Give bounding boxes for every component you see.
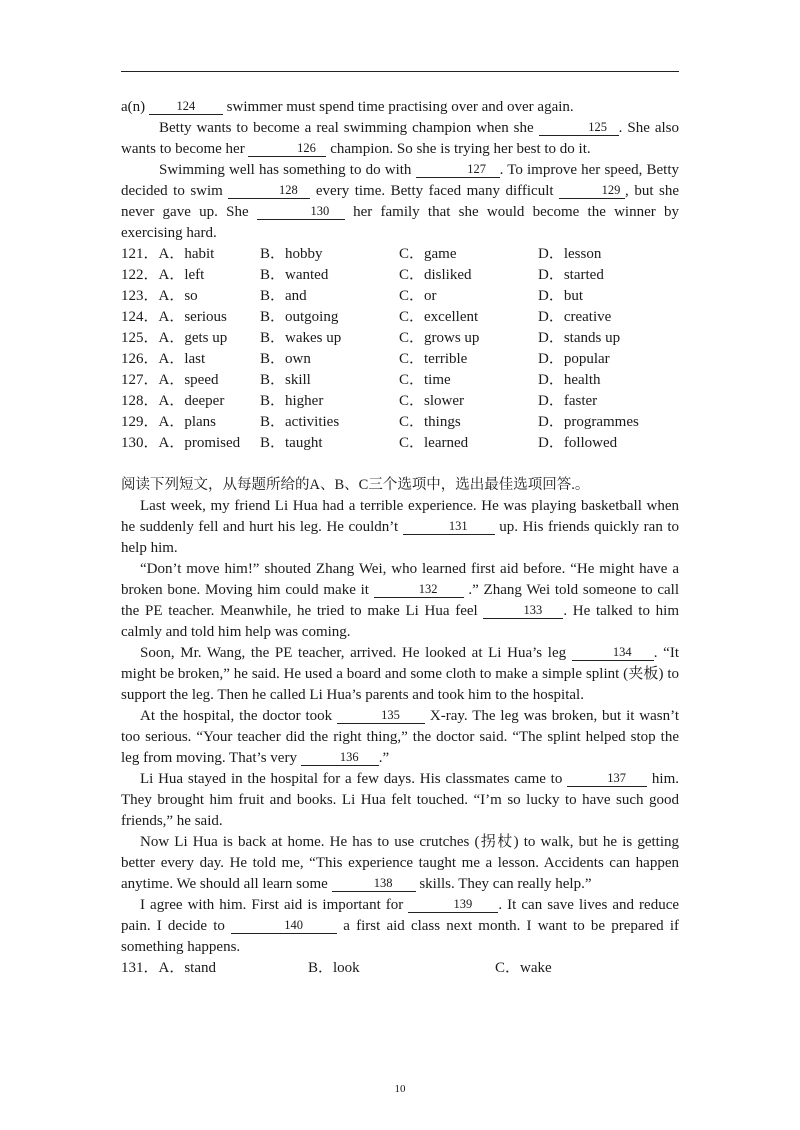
blank-130[interactable]: 130 [257, 204, 345, 220]
blank-125[interactable]: 125 [539, 120, 619, 136]
option-a[interactable]: 124．A．serious [121, 309, 227, 325]
question-row [121, 391, 679, 412]
passage1-para2 [121, 118, 679, 160]
option-d[interactable]: D．started [538, 267, 604, 283]
section-instruction: 阅读下列短文，从每题所给的A、B、C三个选项中，选出最佳选项回答.。 [121, 477, 590, 493]
text: her family that she would become the winner by exercising hard. [121, 204, 680, 241]
text: up. His friends quickly ran to help him. [121, 519, 680, 556]
option-b[interactable]: B．skill [260, 372, 311, 388]
option-c[interactable]: C．things [399, 414, 461, 430]
question-row [121, 328, 679, 349]
text: .” [378, 750, 390, 766]
passage2-para5 [121, 769, 679, 832]
blank-134[interactable]: 134 [572, 645, 654, 661]
question-row [121, 286, 679, 307]
option-b[interactable]: B．wanted [260, 267, 329, 283]
blank-128[interactable]: 128 [228, 183, 310, 199]
option-d[interactable]: D．stands up [538, 330, 621, 346]
text: him. They brought him fruit and books. Li Hua felt touched. “I’m so lucky to have such good friends,” he said. [121, 771, 680, 829]
option-b[interactable]: B．hobby [260, 246, 323, 262]
text: every time. Betty faced many difficult [315, 183, 554, 199]
option-b[interactable]: B．own [260, 351, 311, 367]
option-c[interactable]: C．game [399, 246, 457, 262]
option-c[interactable]: C．learned [399, 435, 469, 451]
option-b[interactable]: B．wakes up [260, 330, 342, 346]
option-d[interactable]: D．creative [538, 309, 612, 325]
text: . It can save lives and reduce pain. I decide to [121, 897, 680, 934]
header-rule [121, 71, 679, 72]
text: champion. So she is trying her best to do it. [330, 141, 591, 157]
option-c[interactable]: C．excellent [399, 309, 479, 325]
passage2-para6 [121, 832, 679, 895]
text: Now Li Hua is back at home. He has to use crutches (拐杖) to walk, but he is getting better every day. He told me, “This experience taught me a lesson. Accidents can happen anytime. We should all learn some [121, 834, 679, 892]
option-c[interactable]: C．wake [495, 960, 552, 976]
blank-140[interactable]: 140 [231, 918, 337, 934]
question-row [121, 244, 679, 265]
text: . She also wants to become her [121, 120, 679, 157]
option-a[interactable]: 121．A．habit [121, 246, 215, 262]
option-a[interactable]: 129．A．plans [121, 414, 217, 430]
option-a[interactable]: 126．A．last [121, 351, 206, 367]
blank-133[interactable]: 133 [483, 603, 563, 619]
option-c[interactable]: C．grows up [399, 330, 480, 346]
blank-139[interactable]: 139 [408, 897, 498, 913]
question-row [121, 433, 679, 454]
text: swimmer must spend time practising over and over again. [226, 99, 574, 115]
text: . He talked to him calmly and told him help was coming. [121, 603, 679, 640]
option-c[interactable]: C．slower [399, 393, 464, 409]
blank-127[interactable]: 127 [416, 162, 500, 178]
page-content [121, 97, 679, 979]
passage2-para7 [121, 895, 679, 958]
option-a[interactable]: 123．A．so [121, 288, 198, 304]
option-a[interactable]: 127．A．speed [121, 372, 219, 388]
blank-132[interactable]: 132 [374, 582, 464, 598]
text: I agree with him. First aid is important for [140, 897, 404, 913]
option-d[interactable]: D．popular [538, 351, 610, 367]
option-d[interactable]: D．followed [538, 435, 618, 451]
passage2-para1 [121, 496, 679, 559]
option-a[interactable]: 130．A．promised [121, 435, 241, 451]
text: a(n) [121, 99, 146, 115]
question-row [121, 265, 679, 286]
passage2-para4 [121, 706, 679, 769]
option-d[interactable]: D．lesson [538, 246, 602, 262]
text: . To improve her speed, Betty decided to swim [121, 162, 680, 199]
question-row [121, 307, 679, 328]
text: . “It might be broken,” he said. He used a board and some cloth to make a simple splint (夹板) to support the leg. Then he called Li Hua’s parents and took him to the hospital. [121, 645, 679, 703]
text: Li Hua stayed in the hospital for a few days. His classmates came to [140, 771, 563, 787]
passage1-para3 [121, 160, 679, 244]
option-b[interactable]: B．taught [260, 435, 323, 451]
blank-137[interactable]: 137 [567, 771, 647, 787]
text: , but she never gave up. She [121, 183, 679, 220]
option-a[interactable]: 131．A．stand [121, 960, 217, 976]
text: Betty wants to become a real swimming champion when she [159, 120, 534, 136]
text: a first aid class next month. I want to be prepared if something happens. [121, 918, 680, 955]
blank-136[interactable]: 136 [301, 750, 379, 766]
passage2-para2 [121, 559, 679, 643]
option-a[interactable]: 128．A．deeper [121, 393, 225, 409]
option-d[interactable]: D．faster [538, 393, 598, 409]
text: Swimming well has something to do with [159, 162, 412, 178]
question-row [121, 349, 679, 370]
page-number: 10 [394, 1083, 406, 1095]
question-row-131 [121, 958, 679, 979]
text: Soon, Mr. Wang, the PE teacher, arrived. He looked at Li Hua’s leg [140, 645, 567, 661]
option-a[interactable]: 122．A．left [121, 267, 205, 283]
passage2-para3 [121, 643, 679, 706]
text: X-ray. The leg was broken, but it wasn’t too serious. “Your teacher did the right thing,” the doctor said. “The splint helped stop the leg from moving. That’s very [121, 708, 679, 766]
blank-124[interactable]: 124 [149, 99, 223, 115]
blank-131[interactable]: 131 [403, 519, 495, 535]
option-d[interactable]: D．health [538, 372, 601, 388]
text: .” Zhang Wei told someone to call the PE teacher. Meanwhile, he tried to make Li Hua feel [121, 582, 680, 619]
option-b[interactable]: B．and [260, 288, 307, 304]
blank-138[interactable]: 138 [332, 876, 416, 892]
option-c[interactable]: C．disliked [399, 267, 472, 283]
option-c[interactable]: C．time [399, 372, 451, 388]
blank-135[interactable]: 135 [337, 708, 425, 724]
spacer [121, 454, 679, 475]
question-list-121-130 [121, 244, 679, 454]
option-c[interactable]: C．terrible [399, 351, 468, 367]
option-b[interactable]: B．higher [260, 393, 324, 409]
option-d[interactable]: D．programmes [538, 414, 639, 430]
text: “Don’t move him!” shouted Zhang Wei, who learned first aid before. “He might have a broken bone. Moving him could make it [121, 561, 679, 598]
text: skills. They can really help.” [419, 876, 592, 892]
option-b[interactable]: B．outgoing [260, 309, 339, 325]
text: Last week, my friend Li Hua had a terrible experience. He was playing basketball when he suddenly fell and hurt his leg. He couldn’t [121, 498, 679, 535]
blank-126[interactable]: 126 [248, 141, 326, 157]
option-c[interactable]: C．or [399, 288, 437, 304]
blank-129[interactable]: 129 [559, 183, 625, 199]
option-b[interactable]: B．activities [260, 414, 340, 430]
option-d[interactable]: D．but [538, 288, 584, 304]
text: At the hospital, the doctor took [140, 708, 333, 724]
option-b[interactable]: B．look [308, 960, 360, 976]
question-row [121, 370, 679, 391]
question-row [121, 412, 679, 433]
option-a[interactable]: 125．A．gets up [121, 330, 228, 346]
passage1-line1 [121, 97, 679, 118]
